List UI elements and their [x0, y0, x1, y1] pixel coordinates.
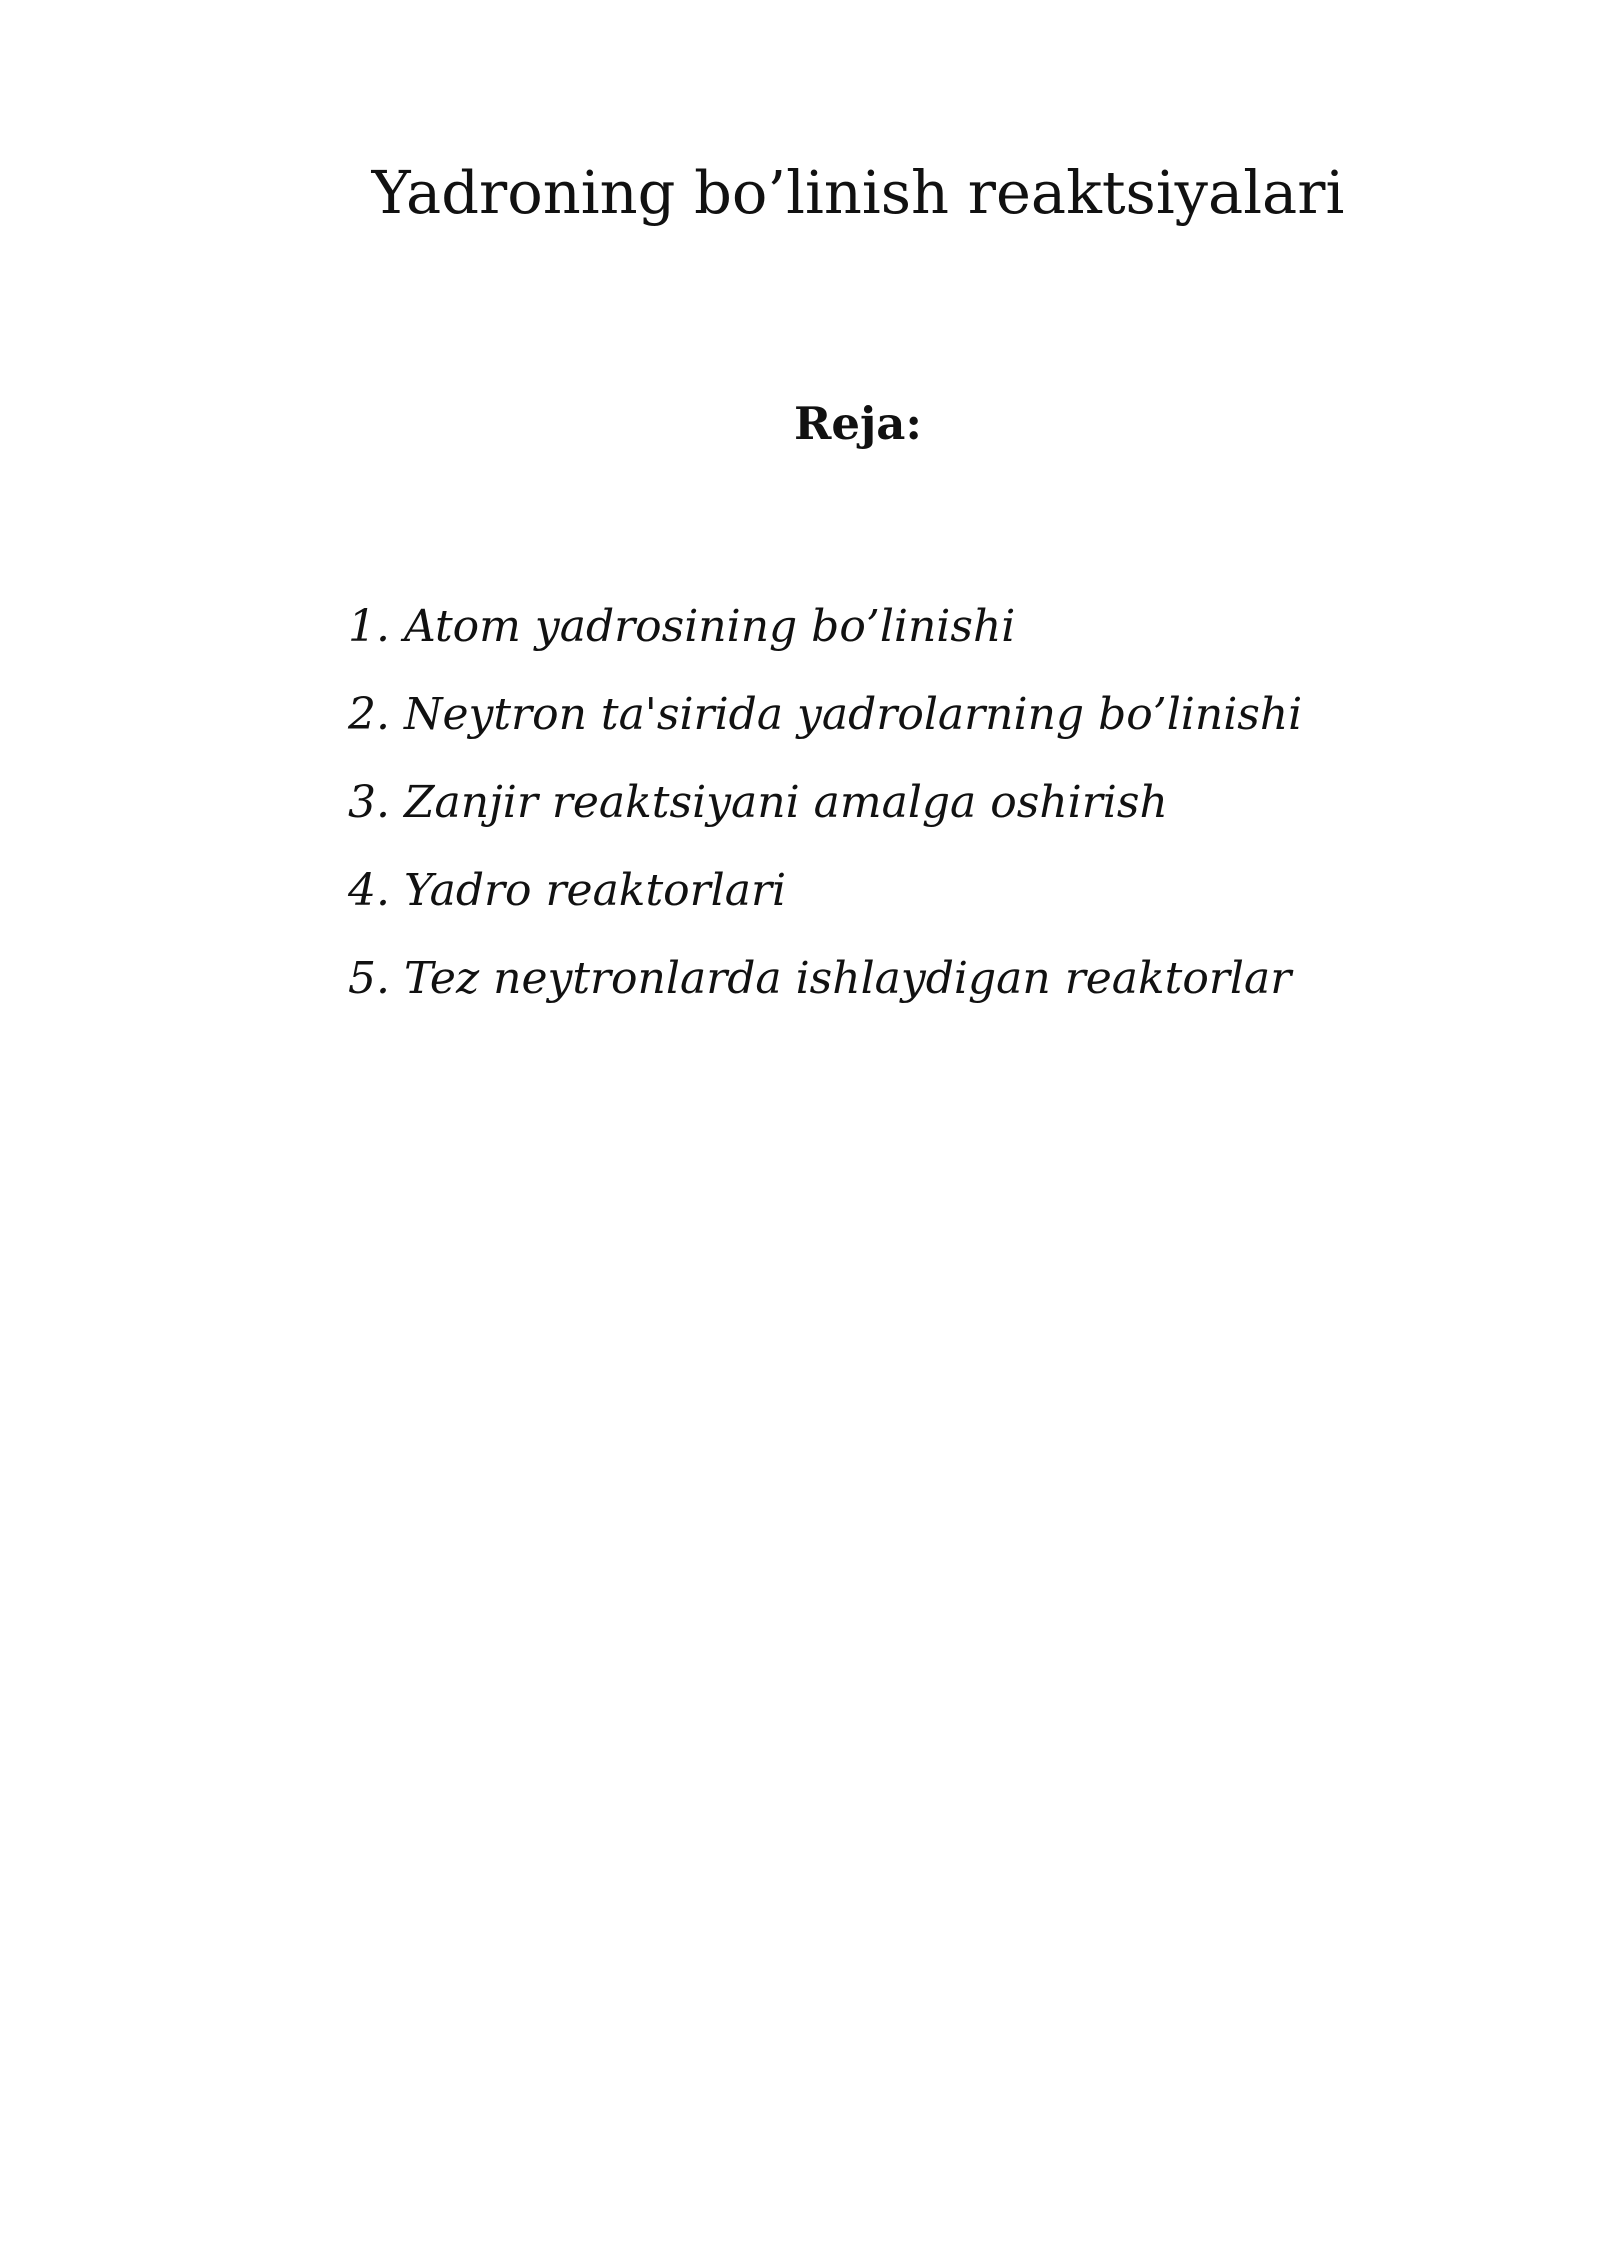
plan-item: 5. Tez neytronlarda ishlaydigan reaktorlar [348, 953, 1292, 1004]
plan-item: 2. Neytron ta'sirida yadrolarning bo’linishi [348, 689, 1303, 740]
plan-list [348, 583, 1302, 1023]
plan-heading: Reja: [793, 397, 923, 450]
document-title: Yadroning bo’linish reaktsiyalari [371, 158, 1345, 227]
plan-item: 3. Zanjir reaktsiyani amalga oshirish [348, 777, 1168, 828]
plan-item: 1. Atom yadrosining bo’linishi [348, 601, 1016, 652]
plan-item: 4. Yadro reaktorlari [348, 865, 787, 916]
